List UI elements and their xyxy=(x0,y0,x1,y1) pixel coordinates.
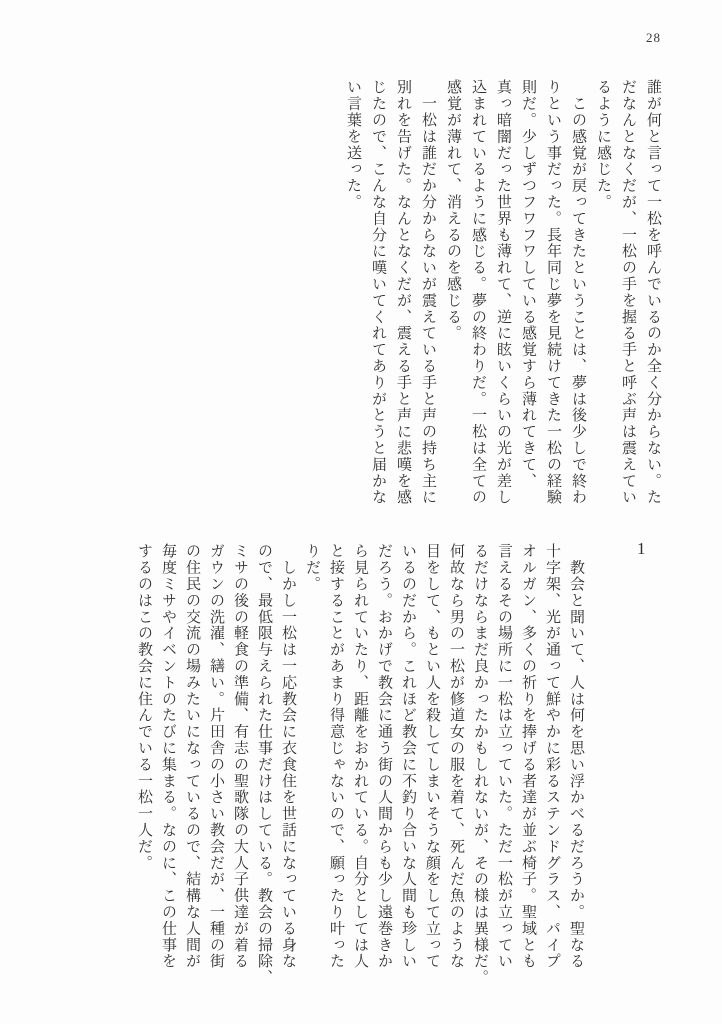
text-line: じたので、こんな自分に嘆いてくれてありがとうと届かな xyxy=(370,79,386,506)
text-line: 十字架、光が通って鮮やかに彩るステンドグラス、パイプ xyxy=(544,543,560,970)
text-line: するのはこの教会に住んでいる一松一人だ。 xyxy=(136,543,152,871)
text-line: るだけならまだ良かったかもしれないが、その様は異様だ。 xyxy=(472,543,488,986)
text-line: ので、最低限与えられた仕事だけはしている。教会の掃除、 xyxy=(256,543,272,986)
text-line: い言葉を送った。 xyxy=(345,79,361,211)
text-line: 一松は誰だか分からないが震えている手と声の持ち主に xyxy=(420,79,436,506)
text-line: りという事だった。長年同じ夢を見続けてきた一松の経験 xyxy=(545,79,561,506)
paragraph-block-top xyxy=(340,79,665,507)
text-line: りだ。 xyxy=(304,543,320,593)
text-line: 別れを告げた。なんとなくだが、震える手と声に悲嘆を感 xyxy=(395,79,411,506)
text-line: の住民の交流の場みたいになっているので、結構な人間が xyxy=(184,543,200,970)
text-line: 毎度ミサやイベントのたびに集まる。なのに、この仕事を xyxy=(160,543,176,970)
text-line: 言えるその場所に一松は立っていた。ただ一松が立ってい xyxy=(496,543,512,970)
text-line: オルガン、多くの祈りを捧げる者達が並ぶ椅子。聖域とも xyxy=(520,543,536,970)
paragraph-block-bottom xyxy=(132,543,588,986)
text-line: ガウンの洗濯、繕い。片田舎の小さい教会だが、一種の街 xyxy=(208,543,224,970)
text-line: ミサの後の軽食の準備、有志の聖歌隊の大人子供達が着る xyxy=(232,543,248,970)
text-line: 感覚が薄れて、消えるのを感じる。 xyxy=(445,79,461,342)
text-line: 教会と聞いて、人は何を思い浮かべるだろうか。聖なる xyxy=(568,543,584,970)
section-number: 1 xyxy=(637,539,646,558)
text-line: 誰が何と言って一松を呼んでいるのか全く分からない。た xyxy=(645,79,661,506)
text-line: だろう。おかげで教会に通う街の人間からも少し遠巻きか xyxy=(376,543,392,970)
text-line: しかし一松は一応教会に衣食住を世話になっている身な xyxy=(280,543,296,970)
text-line: 込まれているように感じる。夢の終わりだ。一松は全ての xyxy=(470,79,486,506)
text-line: ら見られていたり、距離をおかれている。自分としては人 xyxy=(352,543,368,970)
text-line: と接することがあまり得意じゃないので、願ったり叶った xyxy=(328,543,344,970)
text-line: いるのだから。これほど教会に不釣り合いな人間も珍しい xyxy=(400,543,416,970)
text-line: るように感じた。 xyxy=(595,79,611,211)
text-line: だなんとなくだが、一松の手を握る手と呼ぶ声は震えてい xyxy=(620,79,636,506)
text-line: 目をして、もとい人を殺してしまいそうな顔をして立って xyxy=(424,543,440,970)
text-line: 則だ。少しずつフワフワしている感覚すら薄れてきて、 xyxy=(520,79,536,489)
text-line: 何故なら男の一松が修道女の服を着て、死んだ魚のような xyxy=(448,543,464,970)
text-line: この感覚が戻ってきたということは、夢は後少しで終わ xyxy=(570,79,586,506)
page-number: 28 xyxy=(646,30,661,45)
text-line: 真っ暗闇だった世界も薄れて、逆に眩いくらいの光が差し xyxy=(495,79,511,506)
